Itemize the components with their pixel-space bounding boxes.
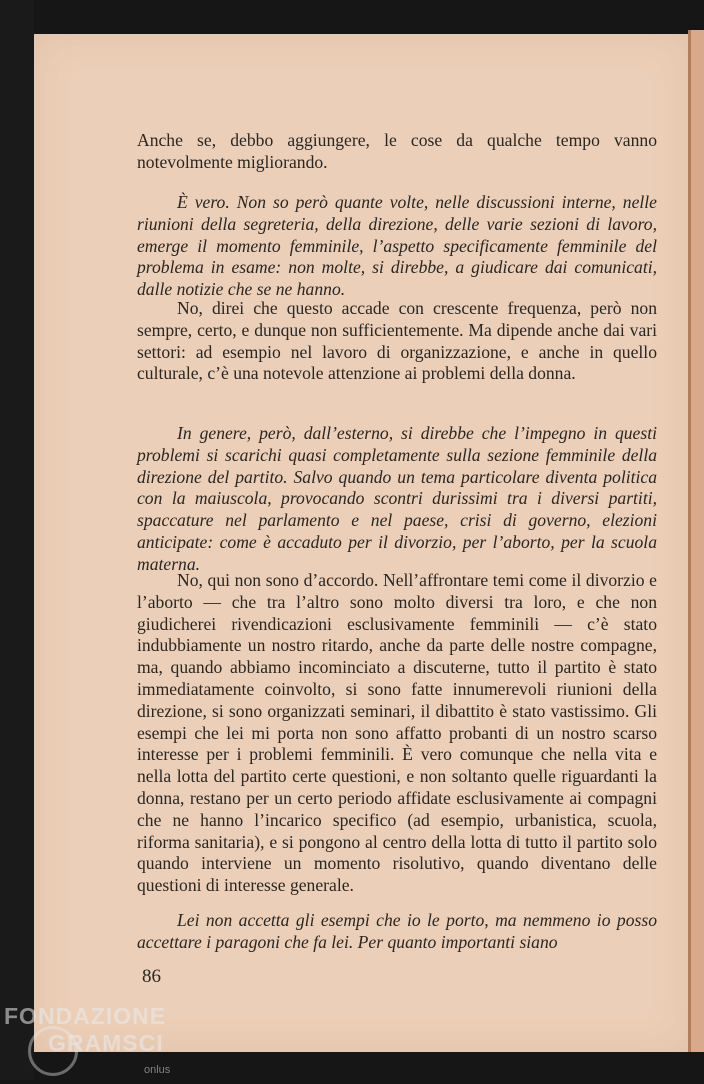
paragraph-5: No, qui non sono d’accordo. Nell’affrontare temi come il divorzio e l’aborto — che tra l’altro sono molto diversi tra loro, e che non giudicherei rivendicazioni esclusivamente femminili — c’è stato indubbiamente un nostro ritardo, anche da parte delle nostre compagne, ma, quando abbiamo incominciato a discuterne, tutto il partito è stato immediatamente coinvolto, si sono fatte innumerevoli riunioni della direzione, si sono organizzati seminari, il dibattito è stato vastissimo. Gli esempi che lei mi porta non sono affatto probanti di un nostro scarso interesse per i problemi femminili. È vero comunque che nella vita e nella lotta del partito certe questioni, e non soltanto quelle riguardanti la donna, restano per un certo periodo affidate esclusivamente ai compagni che ne hanno l’incarico specifico (ad esempio, urbanistica, scuola, riforma sanitaria), e si pongono al centro della lotta di tutto il partito solo quando interviene un momento risolutivo, quando diventano delle questioni di interesse generale. [137, 570, 657, 896]
paragraph-2-question: È vero. Non so però quante volte, nelle discussioni interne, nelle riunioni della segreteria, della direzione, delle varie sezioni di lavoro, emerge il momento femminile, l’aspetto specificamente femminile del problema in esame: non molte, si direbbe, a giudicare dai comunicati, dalle notizie che se ne hanno. [137, 192, 657, 300]
watermark-logo [4, 1003, 170, 1084]
scan-left-margin [0, 0, 34, 1080]
paragraph-6-question: Lei non accetta gli esempi che io le porto, ma nemmeno io posso accettare i paragoni che fa lei. Per quanto importanti siano [137, 910, 657, 952]
page-number: 86 [142, 966, 161, 987]
adjacent-page-edge [688, 30, 704, 1052]
watermark-line-1: FONDAZIONE [4, 1003, 167, 1029]
paragraph-4-question: In genere, però, dall’esterno, si direbbe che l’impegno in questi problemi si scarichi quasi completamente sulla sezione femminile della direzione del partito. Salvo quando un tema particolare diventa politica con la maiuscola, provocando scontri durissimi tra i diversi partiti, spaccature nel parlamento e nel paese, crisi di governo, elezioni anticipate: come è accaduto per il divorzio, per l’aborto, per la scuola materna. [137, 423, 657, 574]
watermark-line-2: GRAMSCI [48, 1030, 164, 1056]
paragraph-3: No, direi che questo accade con crescente frequenza, però non sempre, certo, e dunque non sufficientemente. Ma dipende anche dai vari settori: ad esempio nel lavoro di organizzazione, e anche in quello culturale, c’è una notevole attenzione ai problemi della donna. [137, 298, 657, 384]
watermark-line-3: onlus [144, 1064, 171, 1076]
paragraph-1: Anche se, debbo aggiungere, le cose da qualche tempo vanno notevolmente migliorando. [137, 130, 657, 172]
